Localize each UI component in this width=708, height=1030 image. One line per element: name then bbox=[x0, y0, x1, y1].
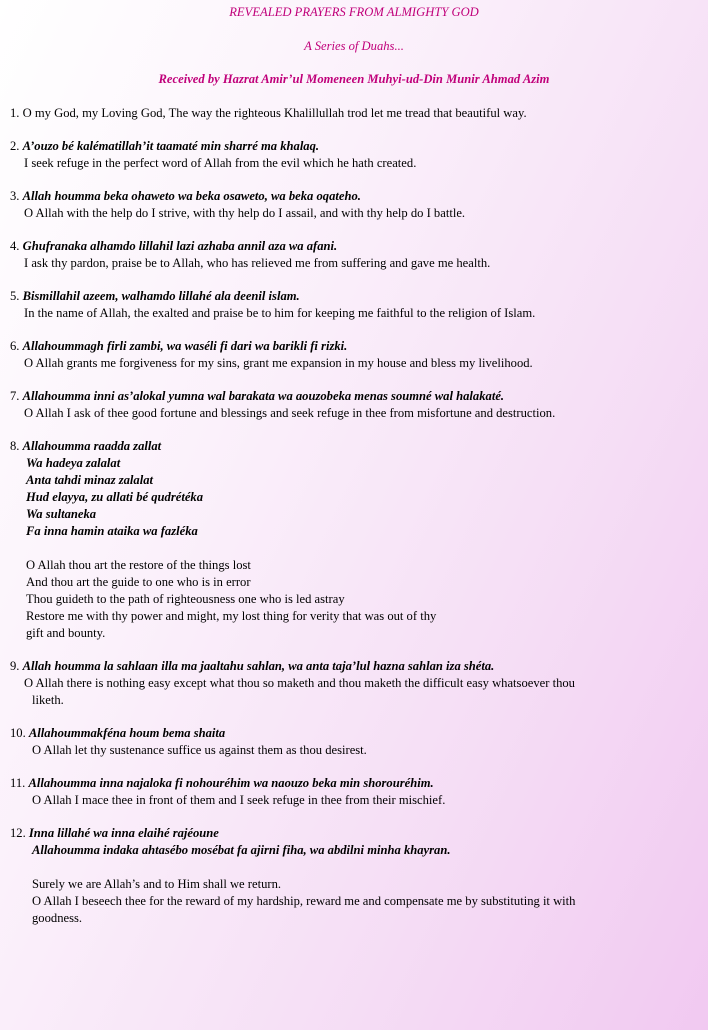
prayer-item-5 bbox=[10, 288, 702, 322]
prayer-english-line: Surely we are Allah’s and to Him shall we return. bbox=[32, 877, 282, 891]
prayer-item-11 bbox=[10, 775, 702, 809]
prayer-arabic: A’ouzo bé kalématillah’it taamaté min sharré ma khalaq. bbox=[22, 139, 320, 153]
prayer-arabic: Ghufranaka alhamdo lillahil lazi azhaba annil aza wa afani. bbox=[22, 239, 338, 253]
prayer-english-line: O Allah thou art the restore of the things lost bbox=[26, 558, 251, 572]
prayer-item-2 bbox=[10, 138, 702, 172]
prayer-english: I ask thy pardon, praise be to Allah, who has relieved me from suffering and gave me health. bbox=[24, 256, 491, 270]
prayer-arabic: Bismillahil azeem, walhamdo lillahé ala deenil islam. bbox=[22, 289, 300, 303]
prayer-item-6 bbox=[10, 338, 702, 372]
prayer-number: 3. bbox=[10, 189, 20, 203]
prayer-arabic-line: Wa sultaneka bbox=[26, 507, 97, 521]
prayer-number: 2. bbox=[10, 139, 20, 153]
prayer-item-3 bbox=[10, 188, 702, 222]
prayer-arabic-line: Inna lillahé wa inna elaihé rajéoune bbox=[28, 826, 219, 840]
prayer-item-4 bbox=[10, 238, 702, 272]
prayer-item-10 bbox=[10, 725, 702, 759]
prayer-item-9 bbox=[10, 658, 702, 709]
page-subtitle: A Series of Duahs... bbox=[304, 39, 404, 53]
prayer-english-line: liketh. bbox=[32, 693, 64, 707]
prayer-arabic: Allahoumma inni as’alokal yumna wal barakata wa aouzobeka menas soumné wal halakaté. bbox=[22, 389, 505, 403]
prayer-english-line: Restore me with thy power and might, my lost thing for verity that was out of thy bbox=[26, 609, 437, 623]
prayer-arabic: Allah houmma beka ohaweto wa beka osaweto, wa beka oqateho. bbox=[22, 189, 361, 203]
prayer-number: 1. bbox=[10, 106, 20, 120]
prayer-english: O Allah with the help do I strive, with thy help do I assail, and with thy help do I battle. bbox=[24, 206, 466, 220]
prayer-english-line: goodness. bbox=[32, 911, 83, 925]
prayer-number: 5. bbox=[10, 289, 20, 303]
prayer-arabic-line: Allahoumma indaka ahtasébo mosébat fa ajirni fiha, wa abdilni minha khayran. bbox=[32, 843, 451, 857]
prayer-english-line: Thou guideth to the path of righteousness one who is led astray bbox=[26, 592, 345, 606]
prayer-arabic: Allahoummakféna houm bema shaita bbox=[28, 726, 226, 740]
prayer-item-8 bbox=[10, 438, 702, 642]
prayer-english: O my God, my Loving God, The way the righteous Khalillullah trod let me tread that beautiful way. bbox=[22, 106, 527, 120]
spacer bbox=[10, 859, 702, 876]
prayer-arabic-line: Hud elayya, zu allati bé qudrétéka bbox=[26, 490, 204, 504]
prayer-arabic-line: Allahoumma raadda zallat bbox=[22, 439, 162, 453]
prayer-number: 7. bbox=[10, 389, 20, 403]
prayer-item-1 bbox=[10, 105, 702, 122]
prayer-english-line: gift and bounty. bbox=[26, 626, 106, 640]
prayer-english: O Allah I mace thee in front of them and I seek refuge in thee from their mischief. bbox=[32, 793, 446, 807]
page-title: REVEALED PRAYERS FROM ALMIGHTY GOD bbox=[229, 5, 479, 19]
prayer-number: 12. bbox=[10, 826, 26, 840]
prayer-arabic-line: Anta tahdi minaz zalalat bbox=[26, 473, 154, 487]
prayer-english: O Allah I ask of thee good fortune and blessings and seek refuge in thee from misfortune and destruction. bbox=[24, 406, 556, 420]
prayer-english: O Allah grants me forgiveness for my sins, grant me expansion in my house and bless my livelihood. bbox=[24, 356, 533, 370]
prayer-number: 8. bbox=[10, 439, 20, 453]
prayer-arabic-line: Wa hadeya zalalat bbox=[26, 456, 121, 470]
prayer-number: 4. bbox=[10, 239, 20, 253]
prayer-english: O Allah let thy sustenance suffice us against them as thou desirest. bbox=[32, 743, 367, 757]
prayer-arabic: Allahoummagh firli zambi, wa waséli fi dari wa barikli fi rizki. bbox=[22, 339, 348, 353]
received-by-line: Received by Hazrat Amir’ul Momeneen Muhyi-ud-Din Munir Ahmad Azim bbox=[158, 72, 550, 86]
prayer-arabic: Allah houmma la sahlaan illa ma jaaltahu sahlan, wa anta taja’lul hazna sahlan iza shéta. bbox=[22, 659, 495, 673]
prayer-number: 6. bbox=[10, 339, 20, 353]
prayer-item-12 bbox=[10, 825, 702, 927]
prayer-number: 11. bbox=[10, 776, 26, 790]
prayer-english: In the name of Allah, the exalted and praise be to him for keeping me faithful to the religion of Islam. bbox=[24, 306, 536, 320]
prayer-english-line: And thou art the guide to one who is in error bbox=[26, 575, 251, 589]
prayer-list bbox=[10, 105, 702, 943]
prayer-number: 9. bbox=[10, 659, 20, 673]
prayer-arabic: Allahoumma inna najaloka fi nohouréhim wa naouzo beka min shorouréhim. bbox=[28, 776, 434, 790]
prayer-english-line: O Allah I beseech thee for the reward of my hardship, reward me and compensate me by substituting it with bbox=[32, 894, 576, 908]
prayer-arabic-line: Fa inna hamin ataika wa fazléka bbox=[26, 524, 198, 538]
prayer-english-line: O Allah there is nothing easy except what thou so maketh and thou maketh the difficult easy whatsoever thou bbox=[24, 676, 575, 690]
prayer-item-7 bbox=[10, 388, 702, 422]
prayer-english: I seek refuge in the perfect word of Allah from the evil which he hath created. bbox=[24, 156, 417, 170]
prayer-number: 10. bbox=[10, 726, 26, 740]
spacer bbox=[10, 540, 702, 557]
